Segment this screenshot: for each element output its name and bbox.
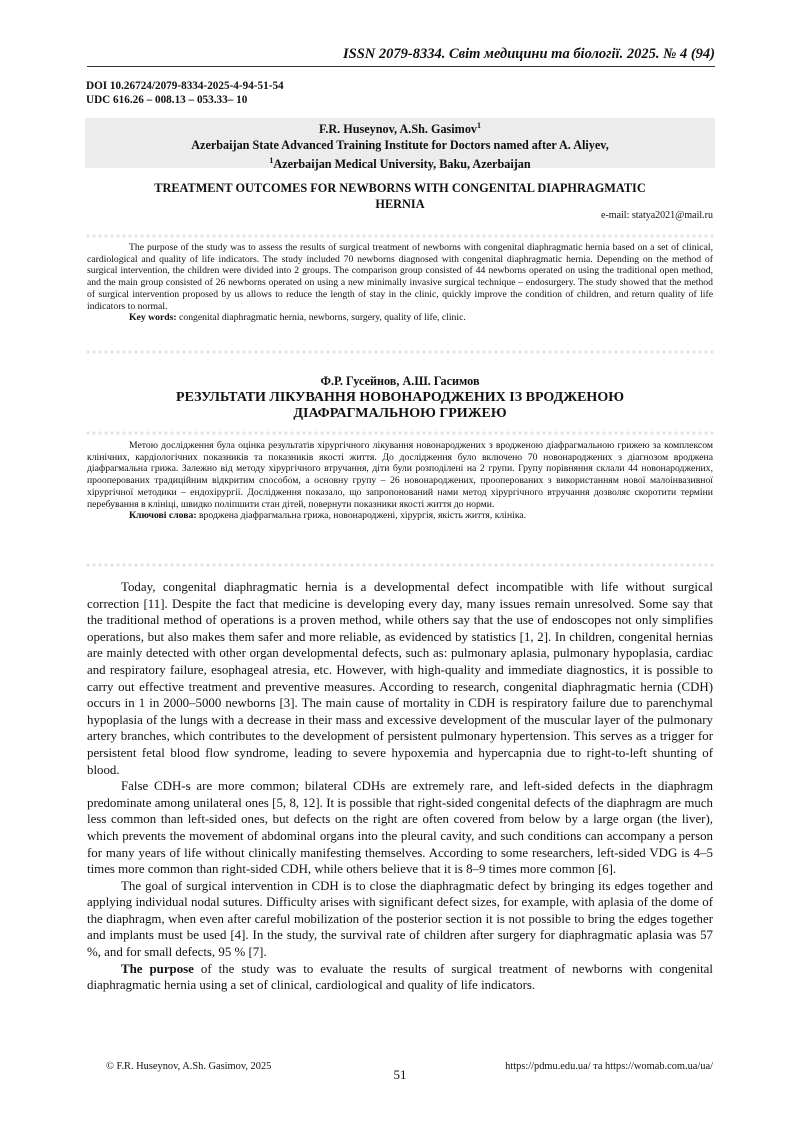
affiliation-1: Azerbaijan State Advanced Training Institute for Doctors named after A. Aliyev, xyxy=(191,138,609,153)
authors-uk: Ф.Р. Гусейнов, А.Ш. Гасимов xyxy=(320,374,480,388)
title-en: TREATMENT OUTCOMES FOR NEWBORNS WITH CONGENITAL DIAPHRAGMATIC HERNIA xyxy=(154,181,646,211)
page-number: 51 xyxy=(393,1067,407,1082)
abstract-uk-text: Метою дослідження була оцінка результатів хірургічного лікування новонароджених з вродженою діафрагмальною грижею за комплексом клінічних, кардіологічних показників та показників якості життя. До дослідження було включено 70 новонароджених з діагнозом вроджена діафрагмальна грижа. Залежно від методу хірургічного втручання, діти були розподілені на 2 групи. Групу порівняння склали 44 новонароджених, прооперованих традиційним відкритим способом, а основну групу – 26 новонароджених, прооперованих з використанням нової малоінвазивної хірургічної методики – ендохірургії. Дослідження показало, що запропонований нами метод хірургічного втручання дозволяє скоротити терміни перебування в клініці, швидко поліпшити стан дітей, повернути показники якості життя до норми. xyxy=(87,440,713,510)
abstract-en xyxy=(87,242,713,324)
footer-url[interactable]: https://pdmu.edu.ua/ та https://womab.com.ua/ua/ xyxy=(505,1061,713,1072)
divider-wave xyxy=(85,562,715,568)
abstract-en-text: The purpose of the study was to assess the results of surgical treatment of newborns with congenital diaphragmatic hernia based on a set of clinical, cardiological and quality of life indicators. The study included 70 newborns diagnosed with congenital diaphragmatic hernia. Depending on the method of surgical intervention, the children were divided into 2 groups. The comparison group consisted of 44 newborns operated on using the traditional open method, and the main group consisted of 26 newborns operated on using a new minimally invasive surgical technique – endosurgery. The study showed that the method of surgical intervention proposed by us allows to reduce the length of stay in the clinic, quickly improve the condition of children, and return quality of life indicators to normal. xyxy=(87,242,713,312)
keywords-en: Key words: congenital diaphragmatic hernia, newborns, surgery, quality of life, clinic. xyxy=(129,312,466,324)
identifiers xyxy=(86,79,284,107)
main-text xyxy=(87,579,713,994)
paragraph: The purpose of the study was to evaluate the results of surgical treatment of newborns with congenital diaphragmatic hernia using a set of clinical, cardiological and quality of life indicators. xyxy=(87,961,713,993)
authors-en: F.R. Huseynov, A.Sh. Gasimov$^1$ xyxy=(318,121,482,137)
abstract-uk xyxy=(87,440,713,522)
paragraph: False CDH-s are more common; bilateral CDHs are extremely rare, and left-sided defects in the diaphragm predominate among unilateral ones [5, 8, 12]. It is possible that right-sided congenital defects of the diaphragm are much less common than left-sided ones, but defects on the right are often covered from below by a large organ (the liver), which prevents the movement of abdominal organs into the pleural cavity, and such conditions can accompany a person for many years of life without clinically manifesting themselves. According to some researchers, left-sided VDG is 4–5 times more common than right-sided CDH, while others believe that it is 8–9 times more common [6]. xyxy=(87,779,713,877)
divider-wave xyxy=(85,233,715,239)
email[interactable]: e-mail: statya2021@mail.ru xyxy=(601,210,713,221)
authors-affiliation-box xyxy=(85,118,715,172)
divider-wave xyxy=(85,349,715,355)
divider-wave xyxy=(85,430,715,436)
keywords-uk: Ключові слова: вроджена діафрагмальна грижа, новонароджені, хірургія, якість життя, клініка. xyxy=(129,510,527,522)
affiliation-2: $^1$Azerbaijan Medical University, Baku, Azerbaijan xyxy=(269,156,531,172)
paragraph: Today, congenital diaphragmatic hernia is a developmental defect incompatible with life without surgical correction [11]. Despite the fact that medicine is developing every day, many issues remain unresolved. Some say that the traditional method of operations is a proven method, while others say that the use of endoscopes not only simplifies operations, but also makes them safer and more reliable, as evidenced by statistics [1, 2]. In children, congenital hernias are mainly detected with other organ developmental defects, such as: pulmonary aplasia, pulmonary hypoplasia, cardiac and respiratory failure, esophageal atresia, etc. However, with high-quality and immediate diagnostics, it is possible to carry out effective treatment and preventive measures. According to research, congenital diaphragmatic hernia (CDH) occurs in 1 in 2000–5000 newborns [3]. The main cause of mortality in CDH is respiratory failure due to parenchymal hypoplasia of the lungs with a decrease in their mass and excessive development of the muscular layer of the pulmonary artery branches, which contributes to the development of persistent pulmonary hypertension. This serves as a trigger for persistent fetal blood flow syndrome, leading to severe hypoxemia and hypercapnia due to right-to-left shunting of blood. xyxy=(87,580,713,777)
footer-copyright: © F.R. Huseynov, A.Sh. Gasimov, 2025 xyxy=(106,1061,272,1072)
header-rule xyxy=(87,66,715,67)
title-uk: РЕЗУЛЬТАТИ ЛІКУВАННЯ НОВОНАРОДЖЕНИХ ІЗ ВРОДЖЕНОЮ ДІАФРАГМАЛЬНОЮ ГРИЖЕЮ xyxy=(176,390,624,421)
doi[interactable]: DOI 10.26724/2079-8334-2025-4-94-51-54 xyxy=(86,80,284,92)
paragraph: The goal of surgical intervention in CDH is to close the diaphragmatic defect by bringing its edges together and applying individual nodal sutures. Difficulty arises with significant defect sizes, for example, with aplasia of the dome of the diaphragm, when even after careful mobilization of the posterior section it is not possible to bring the edges together and implants must be used [4]. In the study, the survival rate of children after surgery for diaphragmatic aplasia was 57 %, and for small defects, 95 % [7]. xyxy=(87,878,713,960)
udc: UDC 616.26 – 008.13 – 053.33– 10 xyxy=(86,94,248,106)
journal-header: ISSN 2079-8334. Світ медицини та біології. 2025. № 4 (94) xyxy=(343,46,715,62)
